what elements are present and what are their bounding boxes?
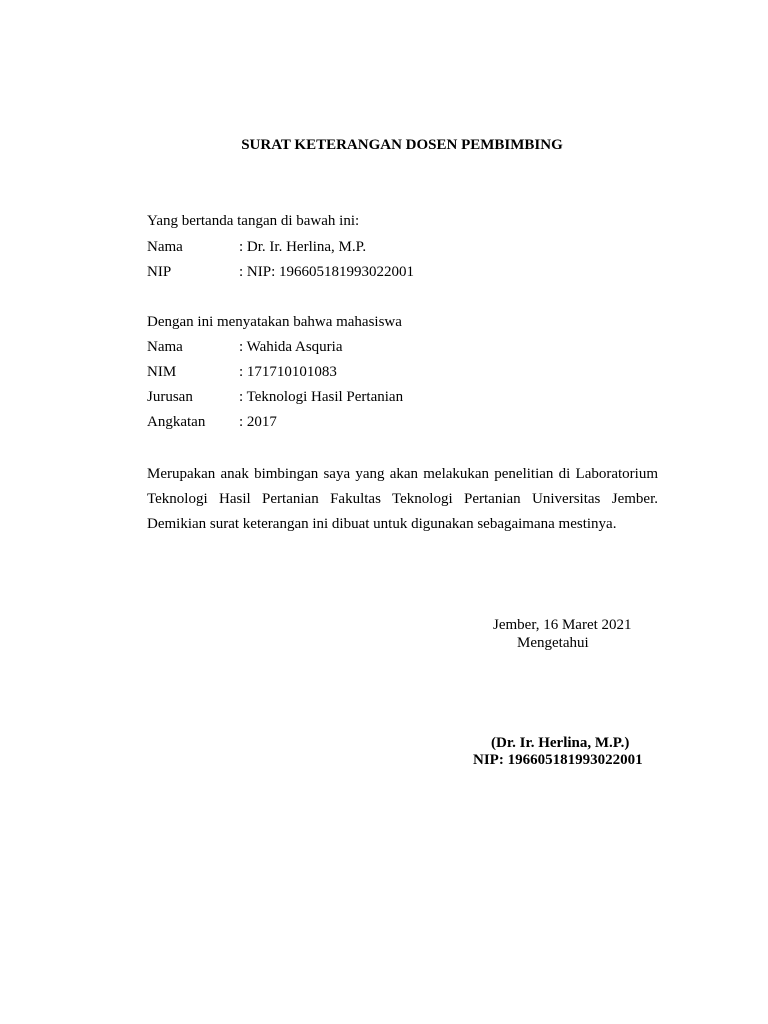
- signer-name-row: [147, 237, 366, 257]
- acknowledge-text: Mengetahui: [517, 635, 589, 651]
- student-nim-value: : 171710101083: [239, 364, 337, 380]
- student-name-row: [147, 337, 343, 357]
- student-year-label: Angkatan: [147, 414, 206, 430]
- letter-title: SURAT KETERANGAN DOSEN PEMBIMBING: [241, 137, 563, 153]
- signer-name-value: : Dr. Ir. Herlina, M.P.: [239, 239, 367, 255]
- statement-text: Dengan ini menyatakan bahwa mahasiswa: [147, 314, 402, 330]
- signer-name-label: Nama: [147, 239, 183, 255]
- intro-text: Yang bertanda tangan di bawah ini:: [147, 213, 360, 229]
- signer-nip-row: [147, 262, 414, 282]
- student-name-value: : Wahida Asquria: [239, 339, 343, 355]
- student-major-row: [147, 387, 403, 407]
- student-year-value: : 2017: [239, 414, 277, 430]
- student-major-value: : Teknologi Hasil Pertanian: [239, 389, 404, 405]
- student-year-row: [147, 412, 277, 432]
- signatory-nip: NIP: 196605181993022001: [473, 752, 643, 768]
- student-name-label: Nama: [147, 339, 183, 355]
- signer-nip-value: : NIP: 196605181993022001: [239, 264, 415, 280]
- signer-nip-label: NIP: [147, 264, 172, 280]
- signatory-name: (Dr. Ir. Herlina, M.P.): [491, 735, 630, 751]
- place-date: Jember, 16 Maret 2021: [493, 617, 632, 633]
- student-major-label: Jurusan: [147, 389, 193, 405]
- body-paragraph: Merupakan anak bimbingan saya yang akan melakukan penelitian di Laboratorium Teknologi Hasil Pertanian Fakultas Teknologi Pertanian Universitas Jember. Demikian surat keterangan ini dibuat untuk digunakan sebagaimana mestinya.: [147, 466, 658, 532]
- student-nim-label: NIM: [147, 364, 177, 380]
- student-nim-row: [147, 362, 337, 382]
